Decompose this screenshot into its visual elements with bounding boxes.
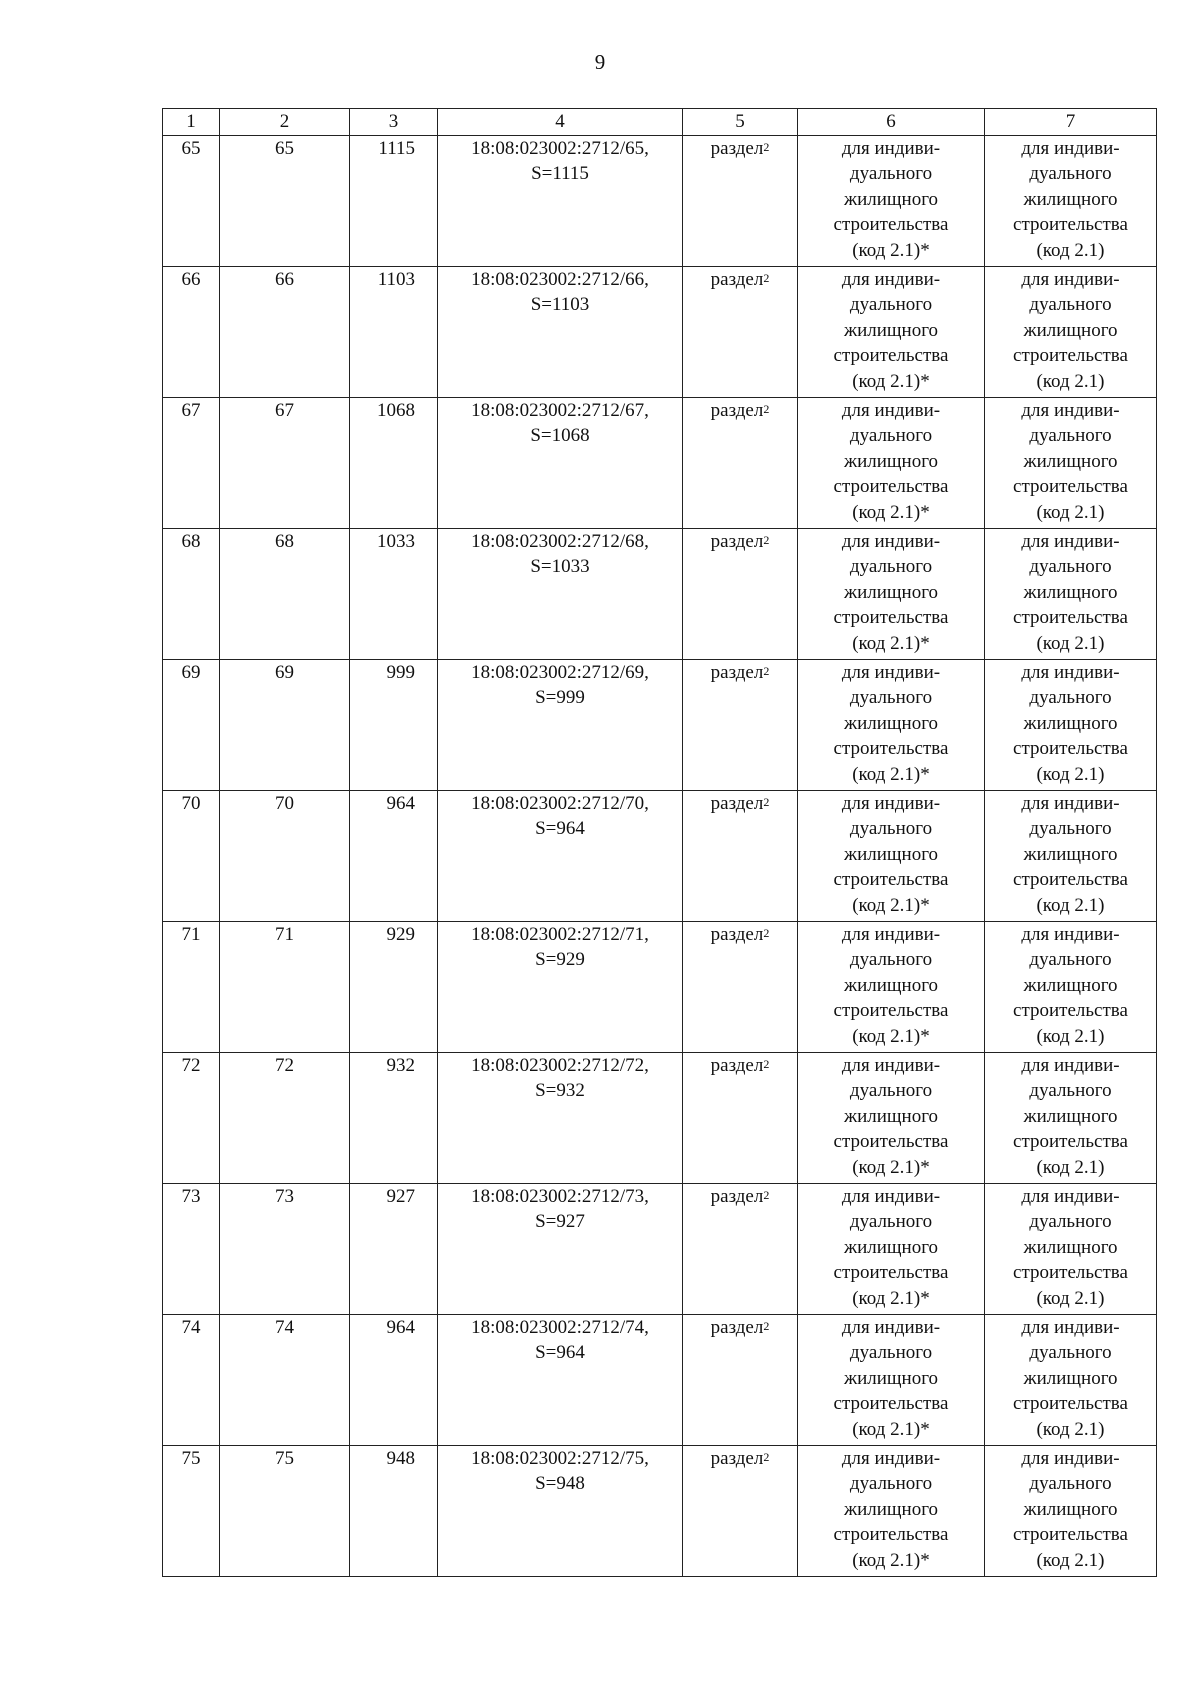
- cadastral-line: 18:08:023002:2712/67,: [471, 399, 649, 421]
- use-line: строительства: [833, 1000, 949, 1021]
- cell-current-use: [798, 1314, 985, 1445]
- cell-permitted-use: [985, 659, 1157, 790]
- basis-text: раздел: [710, 399, 764, 421]
- basis-text: раздел: [710, 1185, 764, 1207]
- cell-plot-number: 74: [220, 1314, 350, 1445]
- cell-area: 1033: [350, 528, 438, 659]
- cell-basis: [683, 790, 798, 921]
- cell-current-use: [798, 790, 985, 921]
- use-line: строительства: [833, 738, 949, 759]
- use-line: дуального: [1029, 1342, 1112, 1363]
- cell-number: 69: [163, 659, 220, 790]
- use-line: дуального: [1029, 1080, 1112, 1101]
- cell-basis: [683, 1445, 798, 1576]
- cadastral-line: S=964: [535, 818, 585, 839]
- basis-text: раздел: [710, 268, 764, 290]
- use-line: строительства: [1013, 345, 1128, 366]
- cell-permitted-use: [985, 1183, 1157, 1314]
- use-line: дуального: [849, 294, 933, 315]
- cadastral-line: S=1115: [531, 163, 589, 184]
- use-line: жилищного: [1023, 1105, 1118, 1127]
- use-line: дуального: [849, 163, 933, 184]
- cell-cadastral: [438, 1052, 683, 1183]
- use-line: для индиви-: [1021, 792, 1120, 814]
- column-header-5: 5: [683, 109, 798, 136]
- use-line: (код 2.1)*: [852, 632, 930, 654]
- use-line: строительства: [1013, 869, 1128, 890]
- use-line: дуального: [849, 556, 933, 577]
- cell-permitted-use: [985, 397, 1157, 528]
- use-line: для индиви-: [841, 268, 941, 290]
- cell-cadastral: [438, 266, 683, 397]
- cell-permitted-use: [985, 266, 1157, 397]
- cell-number: 68: [163, 528, 220, 659]
- land-plots-table: [162, 108, 1157, 1577]
- cadastral-line: 18:08:023002:2712/65,: [471, 137, 649, 159]
- use-line: для индиви-: [1021, 1054, 1120, 1076]
- use-line: (код 2.1)*: [852, 1549, 930, 1571]
- use-line: для индиви-: [1021, 1447, 1120, 1469]
- use-line: строительства: [833, 1393, 949, 1414]
- basis-text: раздел: [710, 923, 764, 945]
- cell-area: 964: [350, 790, 438, 921]
- header-row: [163, 109, 1157, 136]
- cadastral-line: 18:08:023002:2712/69,: [471, 661, 649, 683]
- cell-number: 72: [163, 1052, 220, 1183]
- cell-plot-number: 73: [220, 1183, 350, 1314]
- cell-permitted-use: [985, 1314, 1157, 1445]
- cell-area: 932: [350, 1052, 438, 1183]
- basis-footnote-mark: 2: [763, 139, 770, 154]
- cell-number: 71: [163, 921, 220, 1052]
- use-line: для индиви-: [841, 1447, 941, 1469]
- cell-area: 929: [350, 921, 438, 1052]
- basis-footnote-mark: 2: [763, 1449, 770, 1464]
- use-line: для индиви-: [841, 923, 941, 945]
- cell-basis: [683, 1183, 798, 1314]
- use-line: строительства: [833, 214, 949, 235]
- cell-number: 67: [163, 397, 220, 528]
- cadastral-line: 18:08:023002:2712/72,: [471, 1054, 649, 1076]
- use-line: строительства: [1013, 738, 1128, 759]
- cadastral-line: S=1103: [530, 294, 590, 315]
- table-row: [163, 1445, 1157, 1576]
- use-line: жилищного: [1023, 843, 1118, 865]
- table-row: [163, 266, 1157, 397]
- basis-footnote-mark: 2: [763, 1187, 770, 1202]
- table-row: [163, 135, 1157, 266]
- cell-area: 1103: [350, 266, 438, 397]
- use-line: дуального: [1029, 1211, 1112, 1232]
- cadastral-line: S=1033: [530, 556, 590, 577]
- use-line: (код 2.1): [1036, 1418, 1105, 1440]
- use-line: (код 2.1)*: [852, 239, 930, 261]
- cell-basis: [683, 659, 798, 790]
- use-line: для индиви-: [1021, 268, 1120, 290]
- cell-cadastral: [438, 135, 683, 266]
- use-line: для индиви-: [1021, 661, 1120, 683]
- cell-basis: [683, 266, 798, 397]
- use-line: жилищного: [1023, 319, 1118, 341]
- use-line: строительства: [1013, 476, 1128, 497]
- column-header-4: 4: [438, 109, 683, 136]
- cell-basis: [683, 1052, 798, 1183]
- cell-plot-number: 66: [220, 266, 350, 397]
- cell-area: 999: [350, 659, 438, 790]
- use-line: для индиви-: [1021, 137, 1120, 159]
- use-line: строительства: [833, 869, 949, 890]
- use-line: дуального: [849, 1080, 933, 1101]
- use-line: строительства: [833, 1262, 949, 1283]
- use-line: дуального: [1029, 425, 1112, 446]
- cadastral-line: 18:08:023002:2712/66,: [471, 268, 649, 290]
- basis-footnote-mark: 2: [763, 925, 770, 940]
- basis-text: раздел: [710, 1054, 764, 1076]
- cell-cadastral: [438, 1183, 683, 1314]
- use-line: жилищного: [843, 1236, 939, 1258]
- cell-basis: [683, 135, 798, 266]
- table-row: [163, 528, 1157, 659]
- use-line: дуального: [849, 1211, 933, 1232]
- use-line: жилищного: [1023, 712, 1118, 734]
- use-line: жилищного: [1023, 1367, 1118, 1389]
- use-line: строительства: [1013, 607, 1128, 628]
- cell-cadastral: [438, 1445, 683, 1576]
- cell-plot-number: 67: [220, 397, 350, 528]
- cell-cadastral: [438, 790, 683, 921]
- cell-current-use: [798, 1052, 985, 1183]
- use-line: для индиви-: [841, 792, 941, 814]
- cell-current-use: [798, 1445, 985, 1576]
- use-line: жилищного: [843, 1367, 939, 1389]
- table-row: [163, 1183, 1157, 1314]
- use-line: дуального: [849, 818, 933, 839]
- table-body: [163, 109, 1157, 1577]
- use-line: строительства: [833, 1524, 949, 1545]
- table-row: [163, 1052, 1157, 1183]
- table-row: [163, 921, 1157, 1052]
- use-line: строительства: [1013, 1262, 1128, 1283]
- cadastral-line: 18:08:023002:2712/75,: [471, 1447, 649, 1469]
- use-line: строительства: [833, 476, 949, 497]
- use-line: строительства: [833, 607, 949, 628]
- cell-number: 66: [163, 266, 220, 397]
- use-line: жилищного: [843, 1498, 939, 1520]
- cell-current-use: [798, 135, 985, 266]
- use-line: жилищного: [843, 712, 939, 734]
- cadastral-line: 18:08:023002:2712/70,: [471, 792, 649, 814]
- basis-text: раздел: [710, 137, 764, 159]
- use-line: (код 2.1): [1036, 632, 1105, 654]
- table-row: [163, 659, 1157, 790]
- use-line: дуального: [849, 687, 933, 708]
- cadastral-line: S=999: [535, 687, 585, 708]
- use-line: жилищного: [843, 319, 939, 341]
- use-line: (код 2.1)*: [852, 763, 930, 785]
- cell-area: 927: [350, 1183, 438, 1314]
- cadastral-line: 18:08:023002:2712/73,: [471, 1185, 649, 1207]
- use-line: дуального: [1029, 163, 1112, 184]
- cell-current-use: [798, 528, 985, 659]
- cell-basis: [683, 1314, 798, 1445]
- use-line: (код 2.1)*: [852, 894, 930, 916]
- cell-cadastral: [438, 1314, 683, 1445]
- use-line: для индиви-: [1021, 1185, 1120, 1207]
- cadastral-line: S=932: [535, 1080, 585, 1101]
- use-line: жилищного: [843, 843, 939, 865]
- use-line: для индиви-: [841, 1054, 941, 1076]
- cell-number: 70: [163, 790, 220, 921]
- use-line: строительства: [1013, 1131, 1128, 1152]
- cell-cadastral: [438, 659, 683, 790]
- column-header-1: 1: [163, 109, 220, 136]
- use-line: (код 2.1)*: [852, 501, 930, 523]
- use-line: дуального: [1029, 949, 1112, 970]
- use-line: жилищного: [843, 974, 939, 996]
- use-line: жилищного: [843, 581, 939, 603]
- cell-area: 1068: [350, 397, 438, 528]
- cadastral-line: S=964: [535, 1342, 585, 1363]
- basis-text: раздел: [710, 1447, 764, 1469]
- cell-plot-number: 72: [220, 1052, 350, 1183]
- use-line: строительства: [1013, 214, 1128, 235]
- table-row: [163, 1314, 1157, 1445]
- cell-plot-number: 65: [220, 135, 350, 266]
- cell-permitted-use: [985, 1445, 1157, 1576]
- use-line: (код 2.1)*: [852, 1287, 930, 1309]
- cell-number: 65: [163, 135, 220, 266]
- use-line: для индиви-: [1021, 923, 1120, 945]
- cell-cadastral: [438, 397, 683, 528]
- cell-basis: [683, 397, 798, 528]
- basis-footnote-mark: 2: [763, 270, 770, 285]
- basis-footnote-mark: 2: [763, 1056, 770, 1071]
- use-line: (код 2.1): [1036, 1549, 1105, 1571]
- use-line: (код 2.1): [1036, 370, 1105, 392]
- basis-footnote-mark: 2: [763, 532, 770, 547]
- cell-permitted-use: [985, 528, 1157, 659]
- use-line: жилищного: [1023, 1498, 1118, 1520]
- table-row: [163, 790, 1157, 921]
- cell-plot-number: 71: [220, 921, 350, 1052]
- cadastral-line: 18:08:023002:2712/68,: [471, 530, 649, 552]
- use-line: строительства: [1013, 1524, 1128, 1545]
- use-line: для индиви-: [841, 137, 941, 159]
- cell-permitted-use: [985, 790, 1157, 921]
- use-line: дуального: [1029, 687, 1112, 708]
- cadastral-line: S=927: [535, 1211, 585, 1232]
- cell-number: 73: [163, 1183, 220, 1314]
- use-line: для индиви-: [1021, 530, 1120, 552]
- cell-plot-number: 69: [220, 659, 350, 790]
- use-line: строительства: [1013, 1393, 1128, 1414]
- use-line: (код 2.1)*: [852, 1025, 930, 1047]
- cell-basis: [683, 528, 798, 659]
- cell-current-use: [798, 1183, 985, 1314]
- use-line: (код 2.1): [1036, 1287, 1105, 1309]
- cadastral-line: 18:08:023002:2712/74,: [471, 1316, 649, 1338]
- use-line: (код 2.1): [1036, 763, 1105, 785]
- use-line: (код 2.1): [1036, 501, 1105, 523]
- use-line: (код 2.1)*: [852, 1156, 930, 1178]
- cell-current-use: [798, 397, 985, 528]
- use-line: жилищного: [1023, 450, 1118, 472]
- column-header-2: 2: [220, 109, 350, 136]
- use-line: жилищного: [1023, 1236, 1118, 1258]
- basis-footnote-mark: 2: [763, 794, 770, 809]
- cell-plot-number: 75: [220, 1445, 350, 1576]
- use-line: жилищного: [843, 450, 939, 472]
- cell-number: 75: [163, 1445, 220, 1576]
- use-line: для индиви-: [841, 1185, 941, 1207]
- cell-basis: [683, 921, 798, 1052]
- column-header-3: 3: [350, 109, 438, 136]
- cell-current-use: [798, 266, 985, 397]
- cell-area: 964: [350, 1314, 438, 1445]
- use-line: дуального: [1029, 1473, 1112, 1494]
- use-line: дуального: [1029, 294, 1112, 315]
- use-line: для индиви-: [1021, 1316, 1120, 1338]
- use-line: (код 2.1): [1036, 894, 1105, 916]
- use-line: для индиви-: [1021, 399, 1120, 421]
- cadastral-line: S=1068: [530, 425, 590, 446]
- use-line: жилищного: [1023, 974, 1118, 996]
- cadastral-line: 18:08:023002:2712/71,: [471, 923, 649, 945]
- cell-plot-number: 68: [220, 528, 350, 659]
- use-line: жилищного: [843, 1105, 939, 1127]
- cadastral-line: S=929: [535, 949, 585, 970]
- use-line: для индиви-: [841, 530, 941, 552]
- use-line: строительства: [833, 1131, 949, 1152]
- use-line: (код 2.1): [1036, 239, 1105, 261]
- cell-number: 74: [163, 1314, 220, 1445]
- use-line: (код 2.1): [1036, 1156, 1105, 1178]
- cell-permitted-use: [985, 135, 1157, 266]
- basis-text: раздел: [710, 661, 764, 683]
- use-line: дуального: [849, 1473, 933, 1494]
- cell-current-use: [798, 921, 985, 1052]
- cell-permitted-use: [985, 921, 1157, 1052]
- use-line: для индиви-: [841, 1316, 941, 1338]
- cell-area: 1115: [350, 135, 438, 266]
- cell-area: 948: [350, 1445, 438, 1576]
- cell-permitted-use: [985, 1052, 1157, 1183]
- use-line: жилищного: [1023, 188, 1118, 210]
- basis-text: раздел: [710, 530, 764, 552]
- basis-text: раздел: [710, 792, 764, 814]
- cell-plot-number: 70: [220, 790, 350, 921]
- column-header-6: 6: [798, 109, 985, 136]
- page-number: 9: [594, 50, 606, 74]
- basis-footnote-mark: 2: [763, 401, 770, 416]
- use-line: для индиви-: [841, 661, 941, 683]
- basis-footnote-mark: 2: [763, 1318, 770, 1333]
- column-header-7: 7: [985, 109, 1157, 136]
- use-line: жилищного: [843, 188, 939, 210]
- use-line: жилищного: [1023, 581, 1118, 603]
- use-line: дуального: [1029, 556, 1112, 577]
- cell-cadastral: [438, 528, 683, 659]
- cell-cadastral: [438, 921, 683, 1052]
- table-row: [163, 397, 1157, 528]
- use-line: для индиви-: [841, 399, 941, 421]
- use-line: (код 2.1)*: [852, 370, 930, 392]
- use-line: дуального: [849, 425, 933, 446]
- basis-text: раздел: [710, 1316, 764, 1338]
- use-line: (код 2.1): [1036, 1025, 1105, 1047]
- cadastral-line: S=948: [535, 1473, 585, 1494]
- use-line: дуального: [849, 949, 933, 970]
- use-line: дуального: [1029, 818, 1112, 839]
- basis-footnote-mark: 2: [763, 663, 770, 678]
- use-line: дуального: [849, 1342, 933, 1363]
- cell-current-use: [798, 659, 985, 790]
- use-line: строительства: [833, 345, 949, 366]
- use-line: строительства: [1013, 1000, 1128, 1021]
- use-line: (код 2.1)*: [852, 1418, 930, 1440]
